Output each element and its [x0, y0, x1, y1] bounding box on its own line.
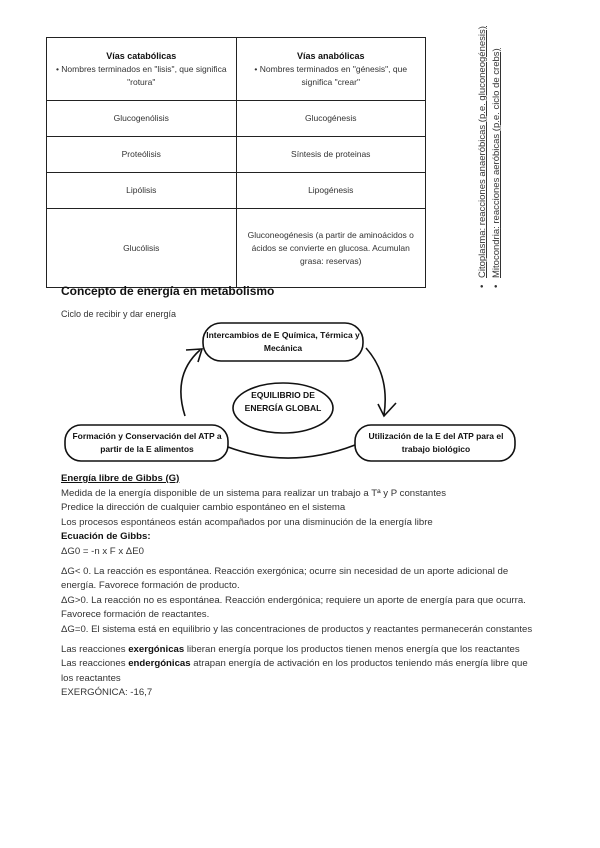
table-cell: Glucogénesis: [236, 101, 426, 137]
table-cell: Gluconeogénesis (a partir de aminoácidos o ácidos se convierte en glucosa. Acumulan grasa: reservas): [236, 209, 426, 288]
gibbs-case: ΔG=0. El sistema está en equilibrio y las concentraciones de productos y reactantes permanecerán constantes: [61, 623, 533, 635]
gibbs-title: Energía libre de Gibbs (G): [61, 473, 180, 484]
table-cell: Glucólisis: [47, 209, 237, 288]
diagram-left-label: Formación y Conservación del ATP a partir de la E alimentos: [72, 431, 222, 454]
gibbs-line: Medida de la energía disponible de un sistema para realizar un trabajo a Tª y P constantes: [61, 487, 447, 499]
table-cell: Lipogénesis: [236, 173, 426, 209]
equation-title: Ecuación de Gibbs:: [61, 531, 151, 543]
side-note-item: • Citoplasma: reacciones anaeróbicas (p.e. gluconeogénesis): [477, 26, 488, 288]
gibbs-case: ΔG< 0. La reacción es espontánea. Reacción exergónica; ocurre sin necesidad de un aporte adicional de energía. Favorece formación de producto.: [61, 565, 509, 592]
section-subtitle: Ciclo de recibir y dar energía: [61, 309, 177, 319]
endergonic-note: Las reacciones endergónicas atrapan energía de activación en los productos teniendo más energía libre que los reactantes: [61, 658, 528, 684]
diagram-right-label: Utilización de la E del ATP para el trabajo biológico: [368, 431, 504, 454]
table-cell: Síntesis de proteinas: [236, 137, 426, 173]
bottom-connector: [228, 445, 355, 458]
gibbs-section: [61, 472, 541, 701]
equation: ΔG0 = -n x F x ΔE0: [61, 545, 144, 557]
gibbs-line: Los procesos espontáneos están acompañados por una disminución de la energía libre: [61, 516, 433, 528]
arrow-left-up: [181, 350, 200, 416]
exergonic-note: Las reacciones exergónicas liberan energía porque los productos tienen menos energía que los reactantes: [61, 643, 520, 655]
diagram-top-label: Intercambios de E Química, Térmica y Mecánica: [206, 330, 360, 353]
section-title: Concepto de energía en metabolismo: [61, 284, 275, 298]
header-anabolic: Vías anabólicas • Nombres terminados en "génesis", que significa "crear": [236, 38, 426, 101]
arrow-right-down: [366, 348, 385, 415]
gibbs-line: Predice la dirección de cualquier cambio espontáneo en el sistema: [61, 502, 346, 514]
arrow-head: [378, 403, 396, 416]
gibbs-case: ΔG>0. La reacción no es espontánea. Reacción endergónica; requiere un aporte de energía para que ocurra. Favorece formación de reactantes.: [61, 594, 526, 621]
table-cell: Glucogenólisis: [47, 101, 237, 137]
final-value: EXERGÓNICA: -16,7: [61, 687, 153, 699]
side-note-item: • Mitocondria: reacciones aeróbicas (p.e. ciclo de crebs): [491, 48, 502, 288]
diagram-center-label: EQUILIBRIO DE ENERGÍA GLOBAL: [244, 390, 322, 413]
table-cell: Lipólisis: [47, 173, 237, 209]
table-cell: Proteólisis: [47, 137, 237, 173]
header-catabolic: Vías catabólicas • Nombres terminados en "lisis", que significa "rotura": [47, 38, 237, 101]
